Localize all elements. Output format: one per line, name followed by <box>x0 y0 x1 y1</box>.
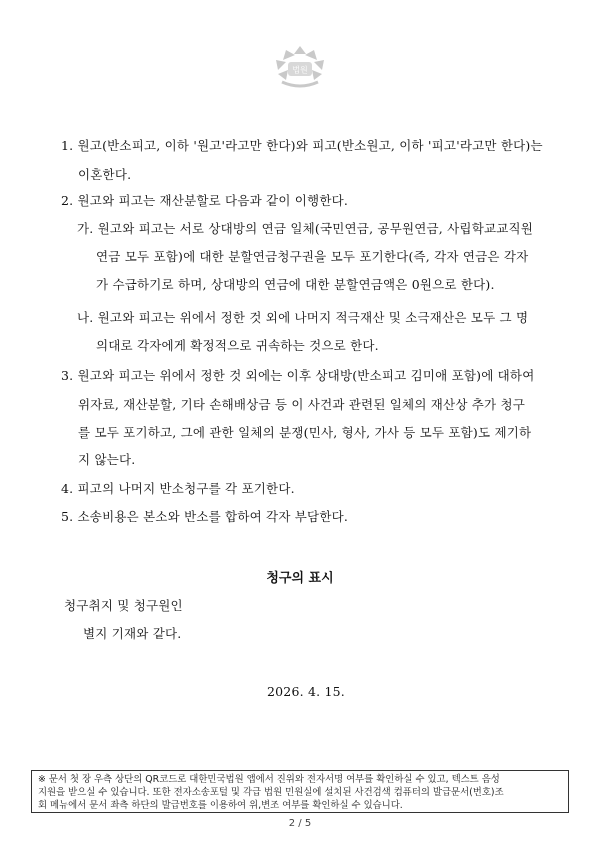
verification-notice <box>31 770 569 813</box>
item-1-line-1: 1. 원고(반소피고, 이하 '원고'라고만 한다)와 피고(반소원고, 이하 '피고'라고만 한다)는 <box>61 138 543 153</box>
item-2b-line-2: 의대로 각자에게 확정적으로 귀속하는 것으로 한다. <box>96 338 379 353</box>
claims-line-1: 청구취지 및 청구원인 <box>64 598 183 613</box>
document-date: 2026. 4. 15. <box>267 684 345 699</box>
item-3-line-2: 위자료, 재산분할, 기타 손해배상금 등 이 사건과 관련된 일체의 재산상 추가 청구 <box>78 397 526 412</box>
item-5-line-1: 5. 소송비용은 본소와 반소를 합하여 각자 부담한다. <box>61 509 349 524</box>
item-2a-line-3: 가 수급하기로 하며, 상대방의 연금에 대한 분할연금액은 0원으로 한다). <box>96 277 495 292</box>
item-2a-line-2: 연금 모두 포함)에 대한 분할연금청구권을 모두 포기한다(즉, 각자 연금은 각자 <box>96 249 529 264</box>
claims-line-2: 별지 기재와 같다. <box>83 626 182 641</box>
item-2-line-1: 2. 원고와 피고는 재산분할로 다음과 같이 이행한다. <box>61 193 349 208</box>
item-2a-line-1: 가. 원고와 피고는 서로 상대방의 연금 일체(국민연금, 공무원연금, 사립학교교직원 <box>77 221 534 236</box>
notice-line-1: ※ 문서 첫 장 우측 상단의 QR코드로 대한민국법원 앱에서 진위와 전자서명 여부를 확인하실 수 있고, 텍스트 음성 <box>38 774 500 785</box>
item-3-line-1: 3. 원고와 피고는 위에서 정한 것 외에는 이후 상대방(반소피고 김미애 포함)에 대하여 <box>61 368 535 383</box>
page-number: 2 / 5 <box>288 818 312 829</box>
claims-heading: 청구의 표시 <box>266 571 334 586</box>
item-3-line-4: 지 않는다. <box>78 452 136 467</box>
item-4-line-1: 4. 피고의 나머지 반소청구를 각 포기한다. <box>61 481 295 496</box>
notice-line-2: 지원을 받으실 수 있습니다. 또한 전자소송포털 및 각급 법원 민원실에 설치된 사건검색 컴퓨터의 발급문서(번호)조 <box>38 787 504 798</box>
notice-line-3: 회 메뉴에서 문서 좌측 하단의 발급번호를 이용하여 위,변조 여부를 확인하실 수 있습니다. <box>38 800 403 811</box>
item-1-line-2: 이혼한다. <box>78 167 132 182</box>
item-2b-line-1: 나. 원고와 피고는 위에서 정한 것 외에 나머지 적극재산 및 소극재산은 모두 그 명 <box>77 310 529 325</box>
court-seal-logo <box>268 42 332 90</box>
seal-text: 법원 <box>292 65 308 75</box>
item-3-line-3: 를 모두 포기하고, 그에 관한 일체의 분쟁(민사, 형사, 가사 등 모두 포함)도 제기하 <box>78 425 532 440</box>
